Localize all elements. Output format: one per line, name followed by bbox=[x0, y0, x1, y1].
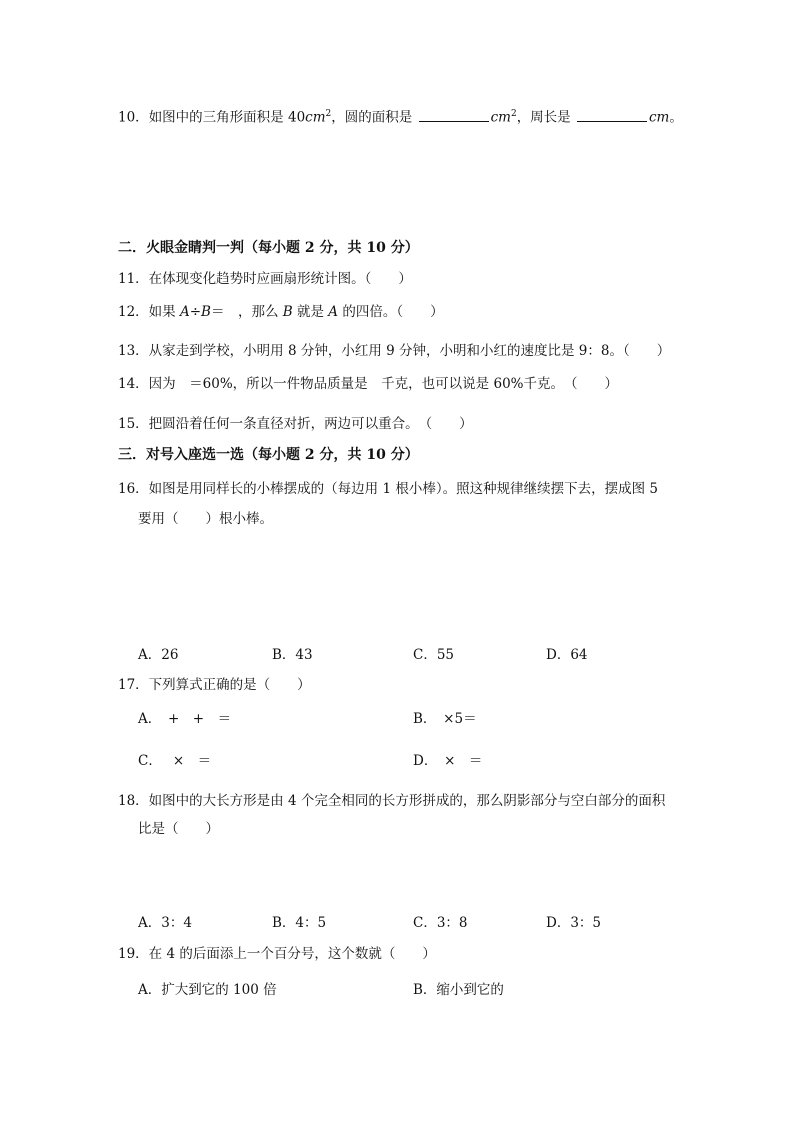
q16-option-c[interactable]: C．55 bbox=[413, 647, 455, 663]
q17-option-a[interactable]: A． + + ＝ bbox=[138, 711, 232, 727]
q10-unit-cm-end: cm bbox=[648, 109, 670, 126]
q12-end: 的四倍。（ ） bbox=[338, 304, 444, 320]
q12-B: B bbox=[201, 304, 211, 320]
q10-unit-cm: cm bbox=[305, 109, 326, 126]
question-16-line2: 要用（ ）根小棒。 bbox=[138, 511, 273, 527]
q18-option-b[interactable]: B．4：5 bbox=[272, 915, 327, 931]
question-18-line2: 比是（ ） bbox=[138, 821, 219, 837]
question-10 bbox=[118, 104, 683, 128]
q10-sup2: 2 bbox=[510, 109, 517, 119]
q12-B2: B bbox=[282, 304, 293, 320]
q17-option-d[interactable]: D． × ＝ bbox=[413, 753, 483, 769]
q17-option-b[interactable]: B． ×5＝ bbox=[413, 711, 477, 727]
q16-option-b[interactable]: B．43 bbox=[272, 647, 313, 663]
q12-A: A bbox=[179, 304, 190, 320]
q12-A2: A bbox=[328, 304, 339, 320]
q12-div: ÷ bbox=[189, 304, 202, 320]
q10-sup: 2 bbox=[325, 109, 332, 119]
q18-option-d[interactable]: D．3：5 bbox=[546, 915, 602, 931]
question-12 bbox=[118, 302, 444, 322]
q10-text-c: ，周长是 bbox=[516, 109, 571, 126]
q18-option-a[interactable]: A．3：4 bbox=[138, 915, 192, 931]
q10-area-blank[interactable] bbox=[419, 107, 489, 122]
q10-unit-cm2: cm bbox=[490, 109, 511, 126]
q19-option-a[interactable]: A．扩大到它的 100 倍 bbox=[138, 982, 277, 998]
q10-perimeter-blank[interactable] bbox=[577, 107, 647, 122]
q12-mid: 就是 bbox=[292, 304, 329, 320]
question-14: 14．因为 ＝60%，所以一件物品质量是 千克，也可以说是 60%千克。 （ ） bbox=[118, 376, 618, 392]
question-18-line1: 18．如图中的大长方形是由 4 个完全相同的长方形拼成的，那么阴影部分与空白部分的面积 bbox=[118, 793, 666, 809]
q10-text-a: 如图中的三角形面积是 40 bbox=[148, 109, 306, 126]
q19-option-b[interactable]: B．缩小到它的 bbox=[413, 982, 504, 998]
section-3-title: 三．对号入座选一选（每小题 2 分，共 10 分） bbox=[118, 447, 419, 463]
question-16-line1: 16．如图是用同样长的小棒摆成的（每边用 1 根小棒）。照这种规律继续摆下去，摆成图 5 bbox=[118, 481, 658, 497]
q12-eq: ＝ ，那么 bbox=[210, 304, 283, 320]
question-13: 13．从家走到学校，小明用 8 分钟，小红用 9 分钟，小明和小红的速度比是 9：8。（ ） bbox=[118, 343, 671, 359]
question-17: 17．下列算式正确的是（ ） bbox=[118, 677, 311, 693]
question-15: 15．把圆沿着任何一条直径对折，两边可以重合。 （ ） bbox=[118, 416, 473, 432]
q10-number: 10． bbox=[118, 109, 149, 126]
q16-option-d[interactable]: D．64 bbox=[546, 647, 588, 663]
section-2-title: 二．火眼金睛判一判（每小题 2 分，共 10 分） bbox=[118, 240, 419, 256]
q16-option-a[interactable]: A．26 bbox=[138, 647, 179, 663]
q18-option-c[interactable]: C．3：8 bbox=[413, 915, 468, 931]
question-11: 11．在体现变化趋势时应画扇形统计图。（ ） bbox=[118, 271, 412, 287]
q12-a: 12．如果 bbox=[118, 304, 180, 320]
question-19: 19．在 4 的后面添上一个百分号，这个数就（ ） bbox=[118, 946, 436, 962]
q10-text-b: ，圆的面积是 bbox=[331, 109, 413, 126]
q17-option-c[interactable]: C． × ＝ bbox=[138, 753, 212, 769]
q10-end: 。 bbox=[669, 109, 683, 126]
